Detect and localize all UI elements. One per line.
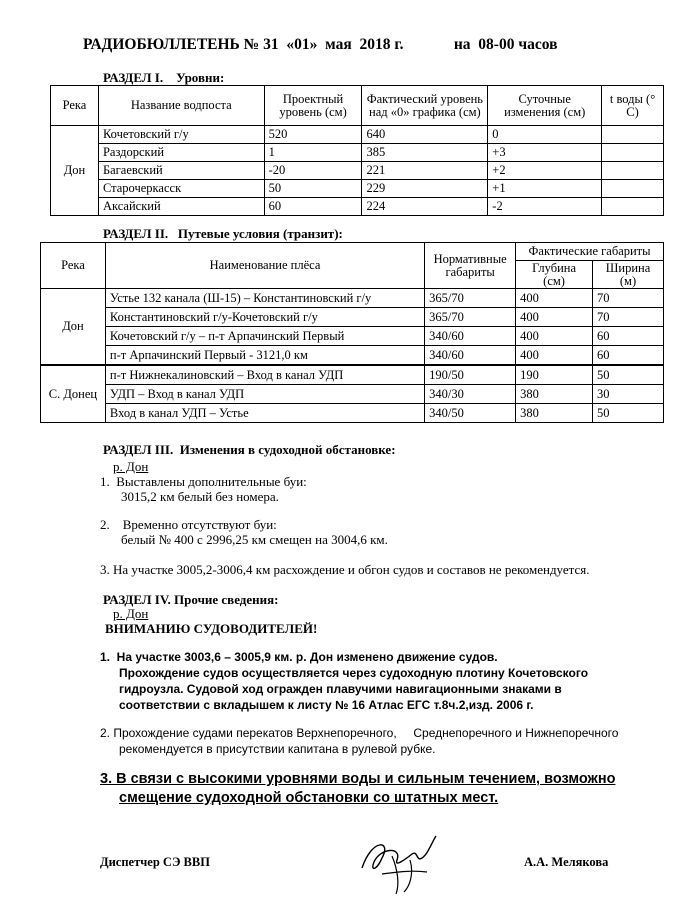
river-cell: Дон	[41, 289, 106, 366]
daily-cell: +3	[488, 144, 602, 162]
section-4-item-3-line-2: смещение судоходной обстановки со штатных мест.	[119, 790, 499, 806]
section-3-item-2: 2. Временно отсутствуют буи:	[100, 517, 277, 532]
daily-cell: +2	[488, 162, 602, 180]
design-cell: 520	[264, 126, 362, 144]
post-cell: Раздорский	[98, 144, 264, 162]
depth-cell: 400	[516, 289, 593, 308]
col-river: Река	[51, 86, 99, 126]
depth-cell: 400	[516, 346, 593, 366]
section-4-item-1-line-4: соответствии с вкладышем к листу № 16 Атлас ЕГС т.8ч.2,изд. 2006 г.	[119, 698, 534, 712]
bulletin-title: РАДИОБЮЛЛЕТЕНЬ № 31 «01» мая 2018 г. на 08-00 часов	[83, 36, 558, 53]
width-cell: 50	[593, 365, 664, 385]
daily-cell: +1	[488, 180, 602, 198]
design-cell: 50	[264, 180, 362, 198]
normative-cell: 190/50	[425, 365, 516, 385]
normative-cell: 340/60	[425, 327, 516, 346]
section-4-river: р. Дон	[113, 606, 149, 621]
reach-cell: Кочетовский г/у – п-т Арпачинский Первый	[105, 327, 424, 346]
section-1-heading: РАЗДЕЛ I. Уровни:	[103, 70, 225, 85]
section-4-item-1-line-1: 1. На участке 3003,6 – 3005,9 км. р. Дон изменено движение судов.	[100, 650, 498, 664]
depth-cell: 380	[516, 385, 593, 404]
levels-table	[50, 85, 664, 216]
actual-cell: 385	[362, 144, 488, 162]
table-row	[41, 385, 664, 404]
transit-table	[40, 242, 664, 423]
table-row	[41, 327, 664, 346]
depth-cell: 400	[516, 327, 593, 346]
daily-cell: 0	[488, 126, 602, 144]
col-actual-dimensions: Фактические габариты	[516, 243, 664, 261]
col-design-level: Проектный уровень (см)	[264, 86, 362, 126]
actual-cell: 224	[362, 198, 488, 216]
normative-cell: 340/30	[425, 385, 516, 404]
design-cell: 60	[264, 198, 362, 216]
table-row	[41, 308, 664, 327]
actual-cell: 640	[362, 126, 488, 144]
section-3-heading: РАЗДЕЛ III. Изменения в судоходной обстановке:	[103, 442, 396, 457]
col-river: Река	[41, 243, 106, 289]
col-reach-name: Наименование плёса	[105, 243, 424, 289]
normative-cell: 340/60	[425, 346, 516, 366]
post-cell: Старочеркасск	[98, 180, 264, 198]
temp-cell	[602, 180, 664, 198]
table-row	[41, 365, 664, 385]
section-4-item-2-line-1: 2. Прохождение судами перекатов Верхнепоречного, Среднепоречного и Нижнепоречного	[100, 726, 619, 740]
reach-cell: УДП – Вход в канал УДП	[105, 385, 424, 404]
col-depth: Глубина (см)	[516, 261, 593, 289]
normative-cell: 365/70	[425, 289, 516, 308]
width-cell: 50	[593, 404, 664, 423]
normative-cell: 365/70	[425, 308, 516, 327]
col-normative: Нормативные габариты	[425, 243, 516, 289]
reach-cell: Вход в канал УДП – Устье	[105, 404, 424, 423]
depth-cell: 400	[516, 308, 593, 327]
table-row	[41, 289, 664, 308]
temp-cell	[602, 198, 664, 216]
river-cell: С. Донец	[41, 365, 106, 423]
reach-cell: Устье 132 канала (Ш-15) – Константиновский г/у	[105, 289, 424, 308]
daily-cell: -2	[488, 198, 602, 216]
section-3-item-1: 1. Выставлены дополнительные буи:	[100, 474, 307, 489]
attention-heading: ВНИМАНИЮ СУДОВОДИТЕЛЕЙ!	[105, 621, 318, 636]
table-row	[51, 144, 664, 162]
temp-cell	[602, 162, 664, 180]
section-4-heading: РАЗДЕЛ IV. Прочие сведения:	[103, 592, 279, 607]
design-cell: -20	[264, 162, 362, 180]
post-cell: Аксайский	[98, 198, 264, 216]
reach-cell: п-т Нижнекалиновский – Вход в канал УДП	[105, 365, 424, 385]
col-width: Ширина (м)	[593, 261, 664, 289]
table-row	[51, 180, 664, 198]
width-cell: 30	[593, 385, 664, 404]
temp-cell	[602, 144, 664, 162]
post-cell: Багаевский	[98, 162, 264, 180]
section-3-item-2-detail: белый № 400 с 2996,25 км смещен на 3004,6 км.	[121, 532, 388, 547]
width-cell: 70	[593, 289, 664, 308]
table-row	[51, 198, 664, 216]
signatory-name: А.А. Мелякова	[524, 855, 609, 869]
section-4-item-3-line-1: 3. В связи с высокими уровнями воды и сильным течением, возможно	[100, 771, 616, 787]
dispatcher-label: Диспетчер СЭ ВВП	[100, 855, 210, 869]
table-row	[41, 404, 664, 423]
signature-image	[352, 828, 447, 900]
design-cell: 1	[264, 144, 362, 162]
depth-cell: 380	[516, 404, 593, 423]
actual-cell: 229	[362, 180, 488, 198]
section-3-item-1-detail: 3015,2 км белый без номера.	[121, 489, 279, 504]
col-post-name: Название водпоста	[98, 86, 264, 126]
section-4-item-2-line-2: рекомендуется в присутствии капитана в рулевой рубке.	[119, 742, 436, 756]
section-3-river: р. Дон	[113, 459, 149, 474]
width-cell: 60	[593, 346, 664, 366]
width-cell: 60	[593, 327, 664, 346]
table-row	[51, 162, 664, 180]
table-row	[41, 346, 664, 366]
depth-cell: 190	[516, 365, 593, 385]
normative-cell: 340/50	[425, 404, 516, 423]
temp-cell	[602, 126, 664, 144]
river-cell: Дон	[51, 126, 99, 216]
section-3-item-3: 3. На участке 3005,2-3006,4 км расхождение и обгон судов и составов не рекомендуется.	[100, 562, 590, 577]
width-cell: 70	[593, 308, 664, 327]
actual-cell: 221	[362, 162, 488, 180]
levels-header-row	[51, 86, 664, 126]
section-4-item-1-line-2: Прохождение судов осуществляется через судоходную плотину Кочетовского	[119, 666, 589, 680]
col-daily-change: Суточные изменения (см)	[488, 86, 602, 126]
reach-cell: п-т Арпачинский Первый - 3121,0 км	[105, 346, 424, 366]
col-actual-level: Фактический уровень над «0» графика (см)	[362, 86, 488, 126]
transit-header-row	[41, 243, 664, 261]
table-row	[51, 126, 664, 144]
section-4-item-1-line-3: гидроузла. Судовой ход огражден плавучими навигационными знаками в	[119, 682, 562, 696]
post-cell: Кочетовский г/у	[98, 126, 264, 144]
section-2-heading: РАЗДЕЛ II. Путевые условия (транзит):	[103, 226, 343, 241]
reach-cell: Константиновский г/у-Кочетовский г/у	[105, 308, 424, 327]
col-water-temp: t воды (° С)	[602, 86, 664, 126]
